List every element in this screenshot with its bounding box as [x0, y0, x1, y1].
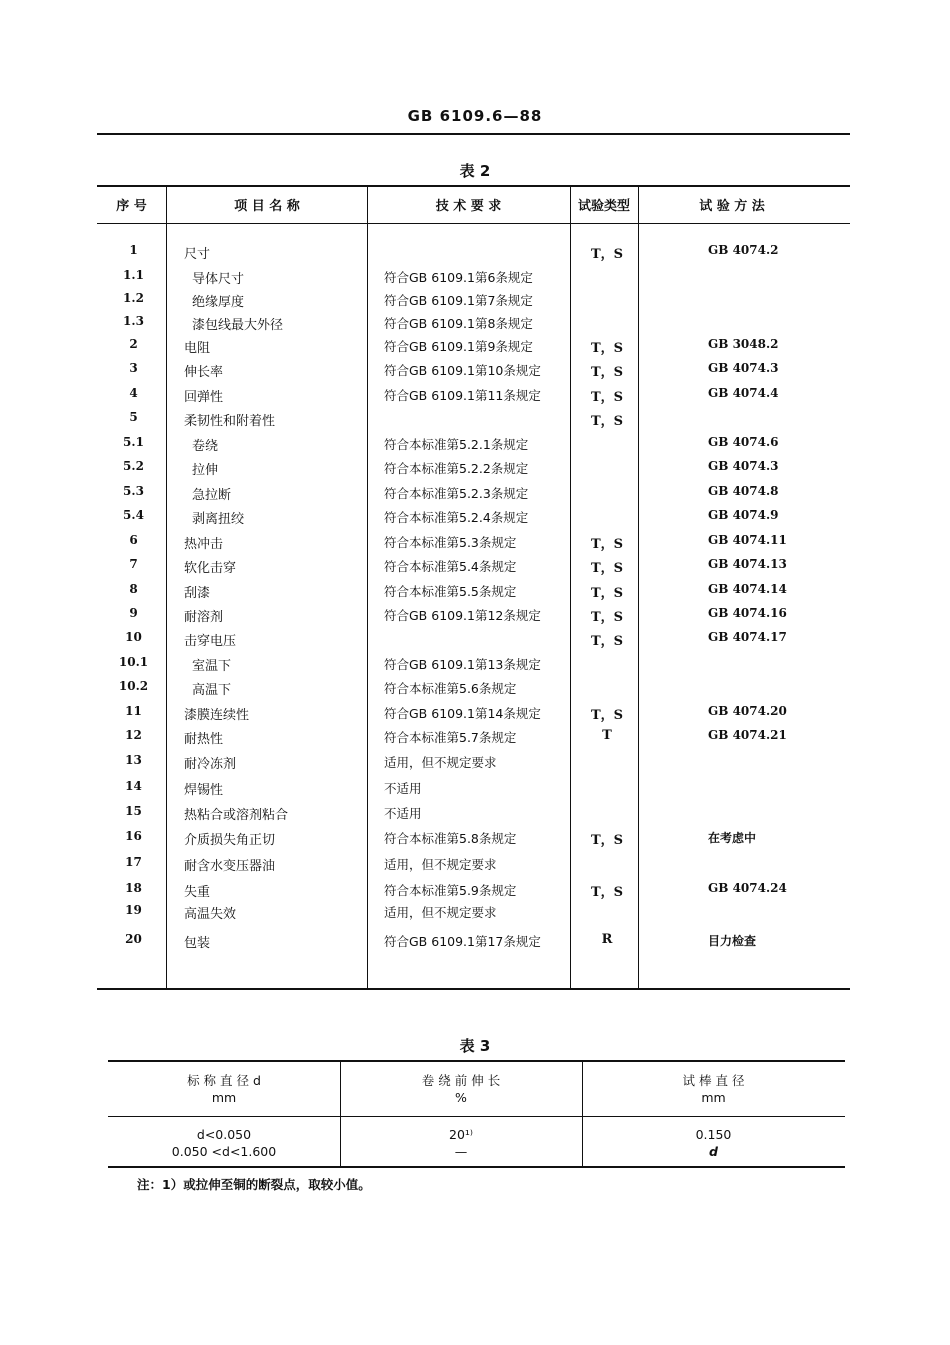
header-elongation-unit: %	[455, 1090, 467, 1105]
table-row	[97, 508, 850, 530]
row-method: GB 4074.8	[708, 484, 779, 498]
table-row	[97, 779, 850, 801]
row-item: 电阻	[184, 341, 211, 356]
header-rule	[97, 223, 850, 224]
rod-value: 0.150	[695, 1127, 732, 1142]
row-item: 伸长率	[184, 365, 224, 380]
row-requirement: 适用，但不规定要求	[384, 857, 497, 872]
row-requirement: 符合本标准第5.8条规定	[384, 831, 517, 846]
row-method: GB 4074.20	[708, 704, 787, 718]
row-number: 10.1	[118, 655, 149, 669]
row-number: 9	[129, 606, 138, 620]
table-row	[97, 655, 850, 677]
row-item: 热冲击	[184, 537, 224, 552]
row-number: 15	[125, 804, 142, 818]
row-item: 击穿电压	[184, 634, 237, 649]
table-row	[97, 829, 850, 851]
table-row	[97, 435, 850, 457]
row-number: 5.2	[123, 459, 144, 473]
row-requirement: 符合GB 6109.1第9条规定	[384, 339, 533, 354]
row-item: 拉伸	[192, 463, 219, 478]
row-item: 剥离扭绞	[192, 512, 245, 527]
row-item: 漆膜连续性	[184, 708, 250, 723]
row-test-type: T，S	[590, 390, 624, 405]
table3-caption: 表 3	[459, 1037, 491, 1055]
row-method: GB 4074.17	[708, 630, 787, 644]
table-row	[97, 533, 850, 555]
row-requirement: 符合本标准第5.5条规定	[384, 584, 517, 599]
row-method: GB 4074.13	[708, 557, 787, 571]
row-test-type: T，S	[590, 365, 624, 380]
header-rule	[97, 133, 850, 135]
row-requirement: 符合GB 6109.1第10条规定	[384, 363, 541, 378]
row-test-type: T	[602, 728, 612, 743]
row-requirement: 符合本标准第5.6条规定	[384, 681, 517, 696]
row-number: 8	[129, 582, 138, 596]
table-row	[97, 606, 850, 628]
row-item: 回弹性	[184, 390, 224, 405]
row-item: 软化击穿	[184, 561, 237, 576]
table-row	[97, 291, 850, 313]
header-diameter-name: 标 称 直 径 d	[187, 1073, 261, 1088]
row-item: 耐冷冻剂	[184, 757, 237, 772]
header-item: 项 目 名 称	[234, 199, 300, 214]
row-method: GB 4074.16	[708, 606, 787, 620]
row-requirement: 不适用	[384, 806, 422, 821]
row-item: 漆包线最大外径	[192, 318, 284, 333]
diameter-cell	[108, 1126, 340, 1160]
row-requirement: 符合本标准第5.9条规定	[384, 883, 517, 898]
row-test-type: T，S	[590, 833, 624, 848]
row-number: 3	[129, 361, 138, 375]
row-method: GB 4074.21	[708, 728, 787, 742]
table-row	[97, 753, 850, 775]
row-requirement: 符合本标准第5.4条规定	[384, 559, 517, 574]
table-2	[97, 185, 850, 990]
row-item: 卷绕	[192, 439, 219, 454]
table-row	[97, 932, 850, 954]
row-test-type: T，S	[590, 537, 624, 552]
table-row	[97, 243, 850, 265]
row-requirement: 不适用	[384, 781, 422, 796]
row-number: 16	[125, 829, 142, 843]
diameter-value: 0.050 <d<1.600	[171, 1144, 277, 1159]
row-item: 高温失效	[184, 907, 237, 922]
row-number: 5.3	[123, 484, 144, 498]
row-item: 耐含水变压器油	[184, 859, 276, 874]
table2-caption: 表 2	[459, 162, 491, 180]
table-row	[97, 386, 850, 408]
row-item: 刮漆	[184, 586, 211, 601]
row-item: 尺寸	[184, 247, 211, 262]
row-requirement: 符合GB 6109.1第17条规定	[384, 934, 541, 949]
header-test-type: 试验类型	[577, 199, 630, 214]
row-requirement: 符合本标准第5.2.3条规定	[384, 486, 529, 501]
elongation-value: —	[454, 1144, 468, 1159]
row-requirement: 符合GB 6109.1第12条规定	[384, 608, 541, 623]
row-number: 7	[129, 557, 138, 571]
row-test-type: T，S	[590, 247, 624, 262]
row-test-type: T，S	[590, 610, 624, 625]
row-number: 10.2	[118, 679, 149, 693]
row-item: 绝缘厚度	[192, 295, 245, 310]
row-method: 在考虑中	[708, 831, 757, 845]
row-number: 17	[125, 855, 142, 869]
table-row	[97, 881, 850, 903]
row-requirement: 符合GB 6109.1第14条规定	[384, 706, 541, 721]
table-row	[97, 582, 850, 604]
row-requirement: 适用，但不规定要求	[384, 905, 497, 920]
row-requirement: 符合本标准第5.2.2条规定	[384, 461, 529, 476]
row-item: 介质损失角正切	[184, 833, 276, 848]
table-row	[97, 855, 850, 877]
row-item: 焊锡性	[184, 783, 224, 798]
row-test-type: T，S	[590, 561, 624, 576]
row-number: 1.3	[123, 314, 144, 328]
header-elongation	[340, 1072, 582, 1106]
table-row	[97, 410, 850, 432]
row-test-type: T，S	[590, 708, 624, 723]
row-requirement: 符合本标准第5.2.4条规定	[384, 510, 529, 525]
table-row	[97, 557, 850, 579]
row-number: 1	[129, 243, 138, 257]
row-item: 耐热性	[184, 732, 224, 747]
header-elongation-name: 卷 绕 前 伸 长	[421, 1073, 501, 1088]
row-method: GB 3048.2	[708, 337, 779, 351]
table-row	[97, 728, 850, 750]
header-no: 序 号	[116, 199, 147, 214]
table-row	[97, 679, 850, 701]
row-item: 耐溶剂	[184, 610, 224, 625]
header-diameter	[108, 1072, 340, 1106]
row-item: 柔韧性和附着性	[184, 414, 276, 429]
row-item: 室温下	[192, 659, 232, 674]
header-rod-name: 试 棒 直 径	[682, 1073, 745, 1088]
table-row	[97, 459, 850, 481]
row-item: 高温下	[192, 683, 232, 698]
row-method: GB 4074.11	[708, 533, 787, 547]
table-row	[97, 314, 850, 336]
row-test-type: T，S	[590, 586, 624, 601]
row-number: 12	[125, 728, 142, 742]
row-requirement: 符合GB 6109.1第8条规定	[384, 316, 533, 331]
row-method: GB 4074.3	[708, 361, 779, 375]
table-row	[97, 630, 850, 652]
table-row	[97, 903, 850, 925]
elongation-cell	[340, 1126, 582, 1160]
row-test-type: T，S	[590, 341, 624, 356]
row-method: GB 4074.9	[708, 508, 779, 522]
row-method: 目力检查	[708, 934, 757, 948]
row-number: 1.2	[123, 291, 144, 305]
table-3	[108, 1060, 845, 1168]
table-row	[97, 337, 850, 359]
rod-cell	[582, 1126, 845, 1160]
row-requirement: 适用，但不规定要求	[384, 755, 497, 770]
row-requirement: 符合GB 6109.1第7条规定	[384, 293, 533, 308]
row-number: 11	[125, 704, 142, 718]
row-item: 热粘合或溶剂粘合	[184, 808, 289, 823]
row-number: 14	[125, 779, 142, 793]
row-number: 4	[129, 386, 138, 400]
row-requirement: 符合本标准第5.2.1条规定	[384, 437, 529, 452]
row-item: 急拉断	[192, 488, 232, 503]
row-requirement: 符合GB 6109.1第11条规定	[384, 388, 541, 403]
row-method: GB 4074.6	[708, 435, 779, 449]
row-test-type: T，S	[590, 414, 624, 429]
header-requirement: 技 术 要 求	[435, 199, 502, 214]
row-method: GB 4074.24	[708, 881, 787, 895]
row-number: 1.1	[123, 268, 144, 282]
row-number: 5.1	[123, 435, 144, 449]
standard-code: GB 6109.6—88	[407, 107, 543, 125]
footnote: 注：1）或拉伸至铜的断裂点，取较小值。	[137, 1177, 371, 1192]
row-item: 包装	[184, 936, 211, 951]
row-requirement: 符合本标准第5.7条规定	[384, 730, 517, 745]
table-row	[97, 484, 850, 506]
row-number: 18	[125, 881, 142, 895]
header-rule	[108, 1116, 845, 1117]
header-rod-unit: mm	[701, 1090, 726, 1105]
row-method: GB 4074.3	[708, 459, 779, 473]
row-number: 6	[129, 533, 138, 547]
row-requirement: 符合GB 6109.1第6条规定	[384, 270, 533, 285]
table-row	[97, 361, 850, 383]
row-number: 20	[125, 932, 142, 946]
row-number: 13	[125, 753, 142, 767]
header-rod	[582, 1072, 845, 1106]
header-diameter-unit: mm	[211, 1090, 237, 1105]
row-requirement: 符合GB 6109.1第13条规定	[384, 657, 541, 672]
row-method: GB 4074.14	[708, 582, 787, 596]
row-requirement: 符合本标准第5.3条规定	[384, 535, 517, 550]
row-number: 5.4	[123, 508, 144, 522]
elongation-value: 20¹⁾	[449, 1127, 473, 1142]
row-number: 5	[129, 410, 138, 424]
table-row	[97, 704, 850, 726]
row-item: 失重	[184, 885, 211, 900]
row-test-type: T，S	[590, 885, 624, 900]
row-item: 导体尺寸	[192, 272, 245, 287]
header-method: 试 验 方 法	[699, 199, 765, 214]
rod-value: d	[709, 1144, 718, 1159]
row-method: GB 4074.4	[708, 386, 779, 400]
table-row	[97, 804, 850, 826]
table-row	[97, 268, 850, 290]
row-number: 19	[125, 903, 142, 917]
row-test-type: R	[601, 932, 613, 947]
row-test-type: T，S	[590, 634, 624, 649]
row-number: 10	[125, 630, 142, 644]
row-method: GB 4074.2	[708, 243, 779, 257]
row-number: 2	[129, 337, 138, 351]
diameter-value: d<0.050	[196, 1127, 252, 1142]
